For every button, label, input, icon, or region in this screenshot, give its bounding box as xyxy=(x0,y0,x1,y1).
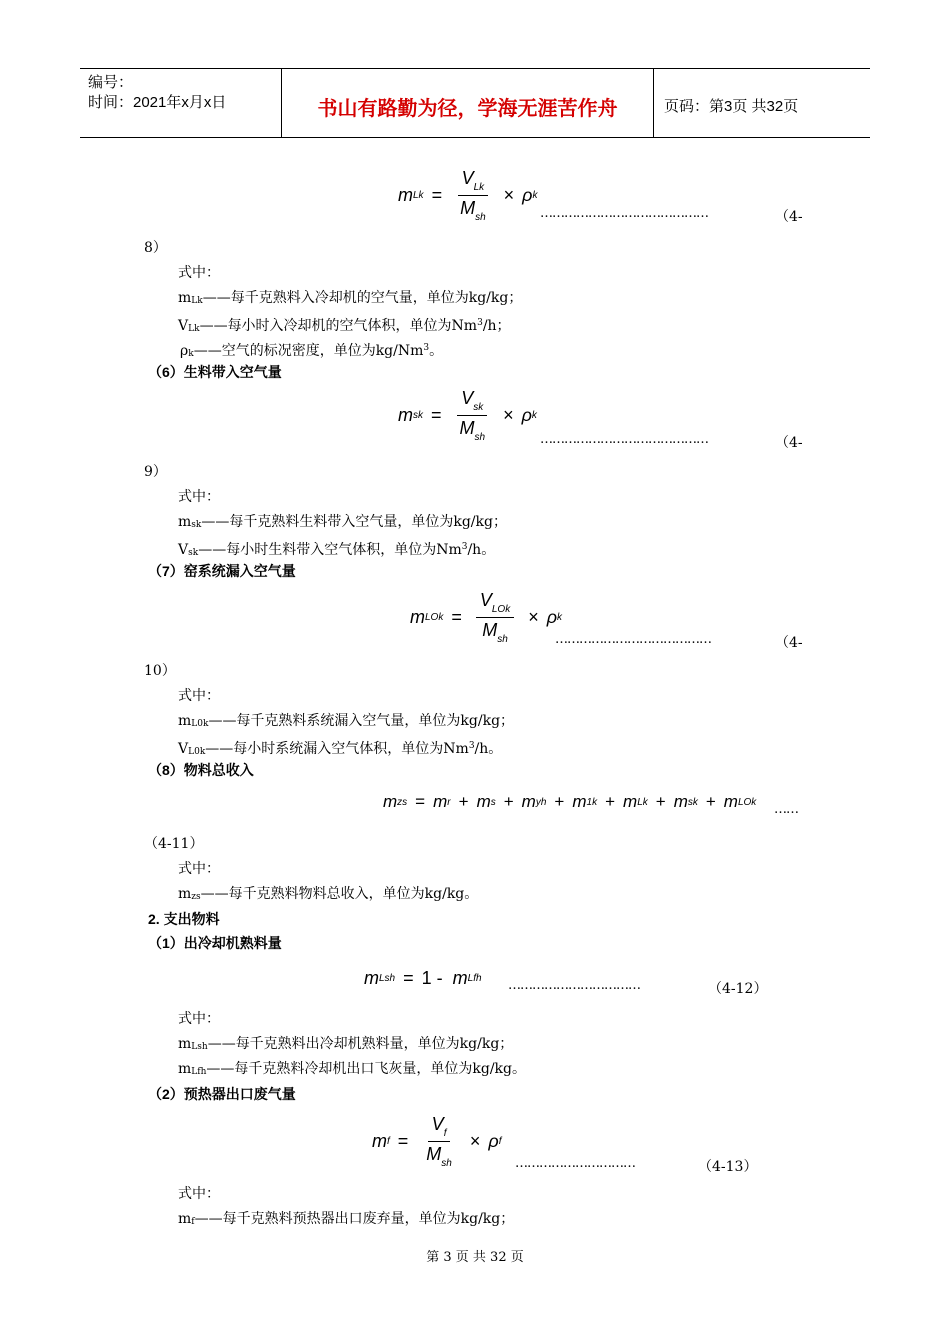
header-page-info: 页码：第3页 共32页 xyxy=(664,97,799,115)
definition-m-lk: $m_{Lk}——$每千克熟料入冷却机的空气量，单位为kg/kg； xyxy=(178,290,523,306)
section-heading-2: 2. 支出物料 xyxy=(148,911,220,927)
formula-4-13-dots: ………………………… xyxy=(515,1156,635,1171)
definition-v-sk: $V_{sk}——$每小时生料带入空气体积，单位为Nm$^3$/h。 xyxy=(178,542,496,558)
definition-m-lfh: $m_{Lfh}——$每千克熟料冷却机出口飞灰量，单位为kg/kg。 xyxy=(178,1061,526,1077)
definition-m-l0k: $m_{L0k}——$每千克熟料系统漏入空气量，单位为kg/kg； xyxy=(178,713,515,729)
formula-4-8-number-b: 8） xyxy=(144,240,167,256)
formula-4-9-number-a: （4- xyxy=(775,435,803,451)
formula-4-13: m f = $\frac{V_f}{M_{sh}}$ × ρ f xyxy=(372,1114,502,1169)
section-heading-6: （6）生料带入空气量 xyxy=(148,364,282,380)
formula-4-10-number-a: （4- xyxy=(775,635,803,651)
header-meta xyxy=(80,69,282,137)
section-heading-2-1: （1）出冷却机熟料量 xyxy=(148,935,282,951)
formula-4-12-dots: …………………………… xyxy=(508,978,640,993)
formula-4-8: m Lk = $\frac{V_{Lk}}{M_{sh}}$ × ρ k xyxy=(398,168,538,223)
formula-4-9-dots: …………………………………… xyxy=(540,432,708,447)
formula-4-13-number: （4-13） xyxy=(698,1159,758,1175)
where-label-2: 式中： xyxy=(178,489,220,505)
definition-m-f: $m_f——$每千克熟料预热器出口废弃量，单位为kg/kg； xyxy=(178,1211,515,1227)
formula-4-9: m sk = $\frac{V_{sk}}{M_{sh}}$ × ρ k xyxy=(398,388,537,443)
definition-m-zs: $m_{zs}——$每千克熟料物料总收入，单位为kg/kg。 xyxy=(178,886,479,902)
formula-4-12: m Lsh = 1 - m Lfh xyxy=(364,968,482,988)
where-label-1: 式中： xyxy=(178,265,220,281)
formula-4-10-dots: ………………………………… xyxy=(555,632,711,647)
formula-4-9-number-b: 9） xyxy=(144,464,167,480)
formula-4-8-dots: …………………………………… xyxy=(540,206,708,221)
where-label-6: 式中： xyxy=(178,1186,220,1202)
section-heading-7: （7）窑系统漏入空气量 xyxy=(148,563,296,579)
formula-4-11: m zs = m r + m s + m yh + m 1k + m Lk + m sk + m LOk xyxy=(383,792,757,811)
section-heading-8: （8）物料总收入 xyxy=(148,762,254,778)
formula-4-10-number-b: 10） xyxy=(144,663,176,679)
definition-rho-k: $\rho_k——$空气的标况密度，单位为kg/Nm$^3$。 xyxy=(180,343,444,359)
formula-4-8-number-a: （4- xyxy=(775,209,803,225)
page-header xyxy=(80,68,870,138)
header-motto: 书山有路勤为径，学海无涯苦作舟 xyxy=(282,69,654,137)
formula-4-12-number: （4-12） xyxy=(708,981,768,997)
definition-m-lsh: $m_{Lsh}——$每千克熟料出冷却机熟料量，单位为kg/kg； xyxy=(178,1036,514,1052)
where-label-4: 式中： xyxy=(178,861,220,877)
definition-m-sk: $m_{sk}——$每千克熟料生料带入空气量，单位为kg/kg； xyxy=(178,514,507,530)
formula-4-11-number: （4-11） xyxy=(144,836,204,852)
where-label-3: 式中： xyxy=(178,688,220,704)
where-label-5: 式中： xyxy=(178,1011,220,1027)
definition-v-l0k: $V_{L0k}——$每小时系统漏入空气体积，单位为Nm$^3$/h。 xyxy=(178,741,503,757)
section-heading-2-2: （2）预热器出口废气量 xyxy=(148,1086,296,1102)
document-time: 时间：2021年x月x日 xyxy=(88,94,227,111)
page-footer: 第 3 页 共 32 页 xyxy=(426,1250,524,1265)
formula-4-10: m LOk = $\frac{V_{LOk}}{M_{sh}}$ × ρ k xyxy=(410,590,563,645)
document-number-label: 编号： xyxy=(88,74,134,91)
definition-v-lk: $V_{Lk}——$每小时入冷却机的空气体积，单位为Nm$^3$/h； xyxy=(178,318,511,334)
formula-4-11-dots: …… xyxy=(774,802,798,817)
